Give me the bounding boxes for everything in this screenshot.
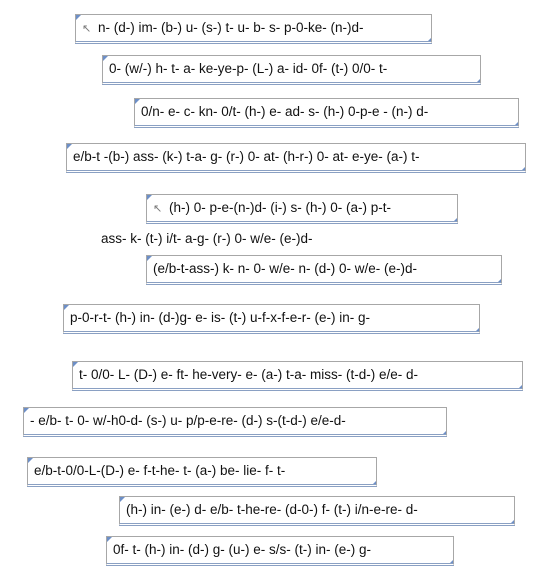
- fragment-box-8[interactable]: [63, 304, 480, 334]
- resize-handle-icon[interactable]: [102, 55, 109, 62]
- fragment-box-2[interactable]: [102, 55, 481, 85]
- fragment-text: (e/b-t-ass-) k- n- 0- w/e- n- (d-) 0- w/e- (e-)d-: [153, 261, 418, 276]
- pin-icon: ↖: [153, 203, 163, 215]
- resize-handle-icon[interactable]: [106, 536, 113, 543]
- resize-handle-icon[interactable]: [519, 166, 526, 173]
- resize-handle-icon[interactable]: [146, 194, 153, 201]
- resize-handle-icon[interactable]: [425, 37, 432, 44]
- resize-handle-icon[interactable]: [27, 457, 34, 464]
- resize-handle-icon[interactable]: [516, 384, 523, 391]
- resize-handle-icon[interactable]: [63, 304, 70, 311]
- fragment-text: n- (d-) im- (b-) u- (s-) t- u- b- s- p-0-ke- (n-)d-: [97, 20, 364, 35]
- resize-handle-icon[interactable]: [451, 217, 458, 224]
- resize-handle-icon[interactable]: [508, 519, 515, 526]
- fragment-box-6[interactable]: [95, 226, 395, 256]
- resize-handle-icon[interactable]: [119, 496, 126, 503]
- fragment-text: 0- (w/-) h- t- a- ke-ye-p- (L-) a- id- 0f- (t-) 0/0- t-: [109, 61, 388, 76]
- fragment-box-3[interactable]: [134, 98, 519, 128]
- resize-handle-icon[interactable]: [447, 559, 454, 566]
- resize-handle-icon[interactable]: [134, 98, 141, 105]
- resize-handle-icon[interactable]: [495, 278, 502, 285]
- fragment-text: t- 0/0- L- (D-) e- ft- he-very- e- (a-) t-a- miss- (t-d-) e/e- d-: [79, 367, 419, 382]
- fragment-box-5[interactable]: [146, 194, 458, 224]
- resize-handle-icon[interactable]: [440, 430, 447, 437]
- fragment-box-1[interactable]: [75, 14, 432, 44]
- fragment-box-10[interactable]: [23, 407, 447, 437]
- fragment-box-7[interactable]: [146, 255, 502, 285]
- resize-handle-icon[interactable]: [75, 14, 82, 21]
- fragment-text: ass- k- (t-) i/t- a-g- (r-) 0- w/e- (e-)d-: [101, 231, 313, 246]
- fragment-text: 0f- t- (h-) in- (d-) g- (u-) e- s/s- (t-) in- (e-) g-: [113, 542, 371, 557]
- resize-handle-icon[interactable]: [72, 361, 79, 368]
- resize-handle-icon[interactable]: [23, 407, 30, 414]
- resize-handle-icon[interactable]: [512, 121, 519, 128]
- fragment-box-13[interactable]: [106, 536, 454, 566]
- resize-handle-icon[interactable]: [66, 143, 73, 150]
- pin-icon: ↖: [82, 23, 92, 35]
- fragment-box-11[interactable]: [27, 457, 377, 487]
- fragment-box-4[interactable]: [66, 143, 526, 173]
- fragment-box-9[interactable]: [72, 361, 523, 391]
- fragment-box-12[interactable]: [119, 496, 515, 526]
- fragment-text: 0/n- e- c- kn- 0/t- (h-) e- ad- s- (h-) 0-p-e - (n-) d-: [141, 104, 429, 119]
- resize-handle-icon[interactable]: [370, 480, 377, 487]
- fragment-text: e/b-t -(b-) ass- (k-) t-a- g- (r-) 0- at- (h-r-) 0- at- e-ye- (a-) t-: [73, 149, 420, 164]
- fragment-text: p-0-r-t- (h-) in- (d-)g- e- is- (t-) u-f-x-f-e-r- (e-) in- g-: [70, 310, 370, 325]
- resize-handle-icon[interactable]: [473, 327, 480, 334]
- fragment-text: (h-) 0- p-e-(n-)d- (i-) s- (h-) 0- (a-) p-t-: [168, 200, 391, 215]
- resize-handle-icon[interactable]: [474, 78, 481, 85]
- fragment-text: (h-) in- (e-) d- e/b- t-he-re- (d-0-) f- (t-) i/n-e-re- d-: [126, 502, 418, 517]
- fragment-text: e/b-t-0/0-L-(D-) e- f-t-he- t- (a-) be- lie- f- t-: [34, 463, 286, 478]
- fragment-text: - e/b- t- 0- w/-h0-d- (s-) u- p/p-e-re- (d-) s-(t-d-) e/e-d-: [30, 413, 346, 428]
- resize-handle-icon[interactable]: [146, 255, 153, 262]
